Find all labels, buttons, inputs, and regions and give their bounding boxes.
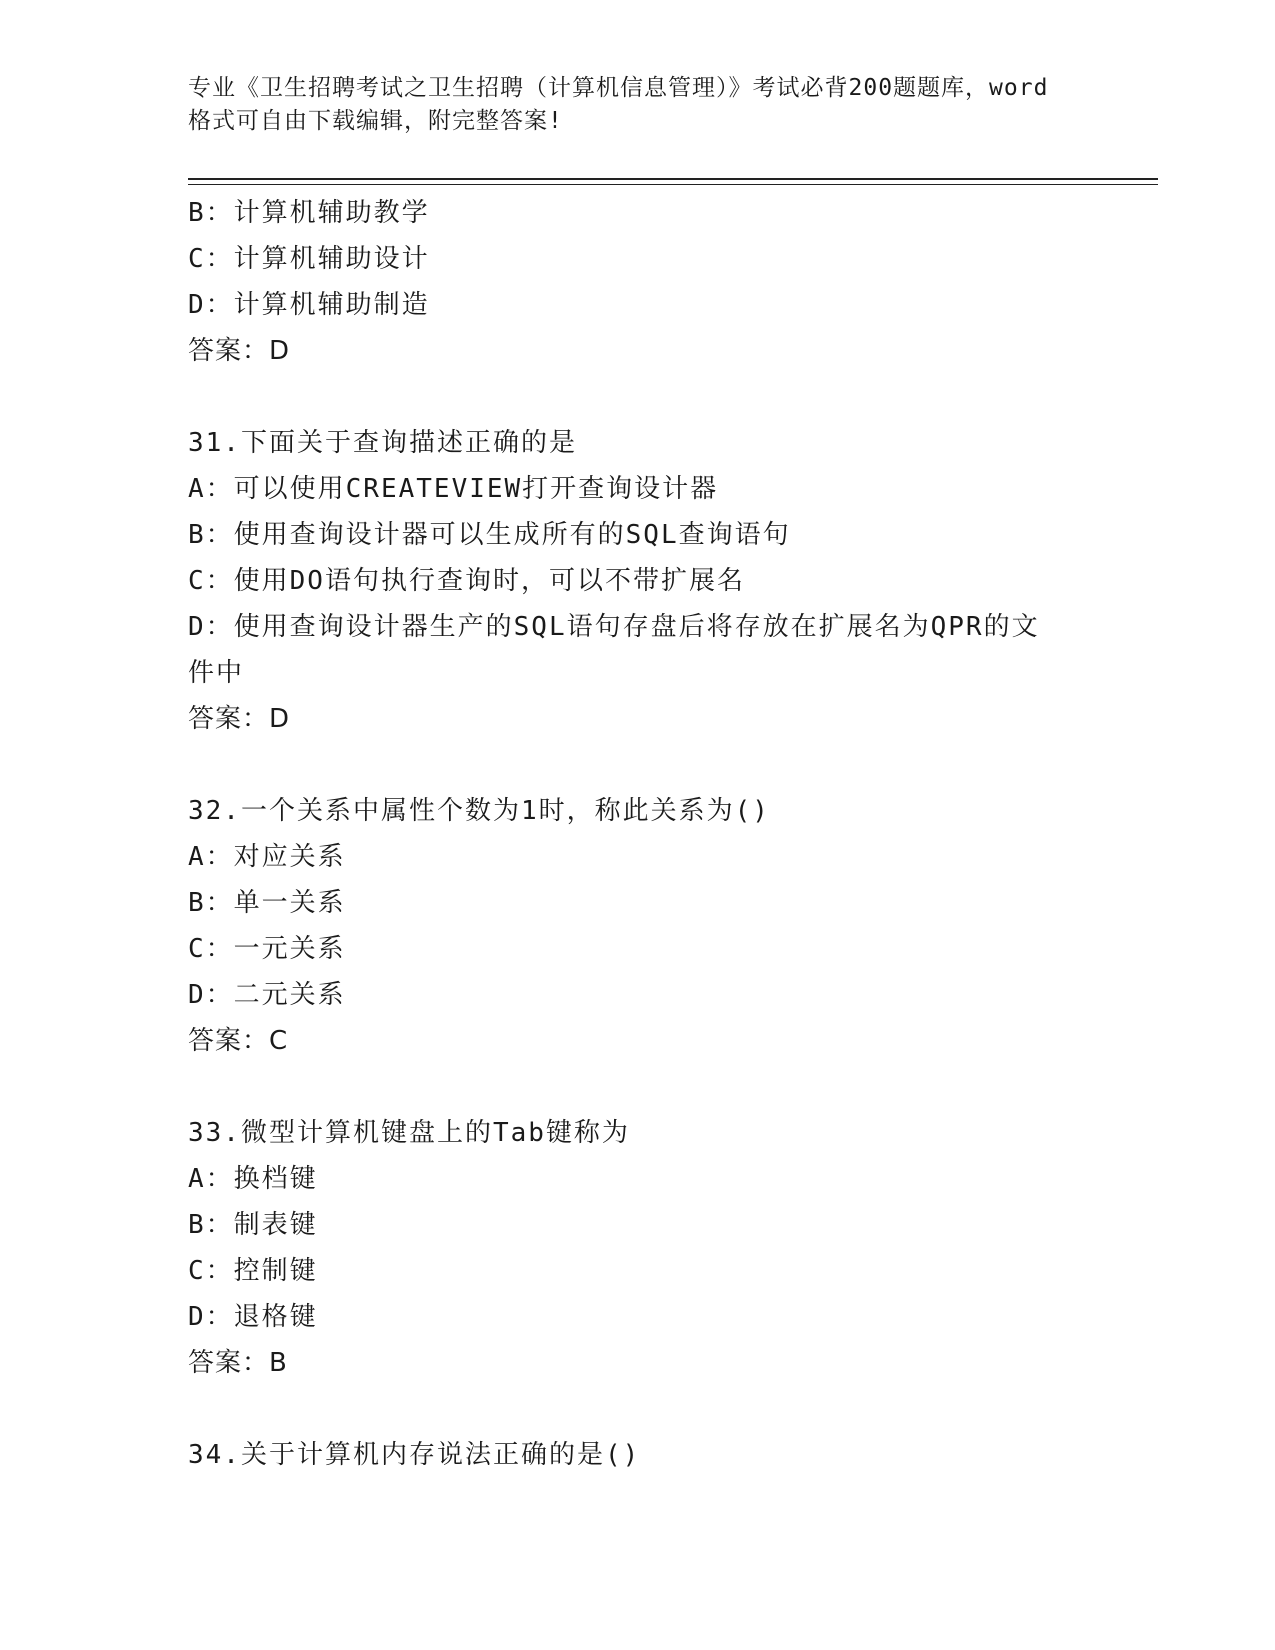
header-divider-thick	[188, 178, 1158, 180]
option-c: C：控制键	[188, 1256, 318, 1286]
option-d: D：使用查询设计器生产的SQL语句存盘后将存放在扩展名为QPR的文	[188, 612, 1040, 642]
option-a: A：换档键	[188, 1164, 318, 1194]
answer-line: 答案：D	[188, 704, 291, 734]
option-b: B：制表键	[188, 1210, 318, 1240]
question-text: 31.下面关于查询描述正确的是	[188, 428, 577, 458]
option-d: D：计算机辅助制造	[188, 290, 430, 320]
option-d: D：退格键	[188, 1302, 318, 1332]
option-b: B：使用查询设计器可以生成所有的SQL查询语句	[188, 520, 791, 550]
question-list	[188, 190, 1088, 1478]
spacer	[188, 1064, 1088, 1110]
question-block-33	[188, 1110, 1088, 1386]
question-text: 34.关于计算机内存说法正确的是()	[188, 1440, 641, 1470]
question-block-32	[188, 788, 1088, 1064]
option-d-continued: 件中	[188, 658, 245, 688]
option-c: C：计算机辅助设计	[188, 244, 430, 274]
question-text: 33.微型计算机键盘上的Tab键称为	[188, 1118, 630, 1148]
answer-line: 答案：C	[188, 1026, 289, 1056]
option-b: B：单一关系	[188, 888, 346, 918]
spacer	[188, 374, 1088, 420]
question-block-34	[188, 1432, 1088, 1478]
option-b: B：计算机辅助教学	[188, 198, 430, 228]
option-d: D：二元关系	[188, 980, 346, 1010]
header-divider-thin	[188, 184, 1158, 185]
option-c: C：一元关系	[188, 934, 346, 964]
option-a: A：可以使用CREATEVIEW打开查询设计器	[188, 474, 719, 504]
spacer	[188, 742, 1088, 788]
answer-line: 答案：D	[188, 336, 291, 366]
answer-line: 答案：B	[188, 1348, 288, 1378]
question-block-30	[188, 190, 1088, 374]
document-header	[188, 72, 1088, 138]
option-a: A：对应关系	[188, 842, 346, 872]
question-text: 32.一个关系中属性个数为1时，称此关系为()	[188, 796, 770, 826]
header-line-1: 专业《卫生招聘考试之卫生招聘（计算机信息管理）》考试必背200题题库，word	[188, 75, 1049, 101]
option-c: C：使用DO语句执行查询时，可以不带扩展名	[188, 566, 745, 596]
question-block-31	[188, 420, 1088, 742]
header-line-2: 格式可自由下载编辑，附完整答案!	[188, 108, 563, 134]
spacer	[188, 1386, 1088, 1432]
